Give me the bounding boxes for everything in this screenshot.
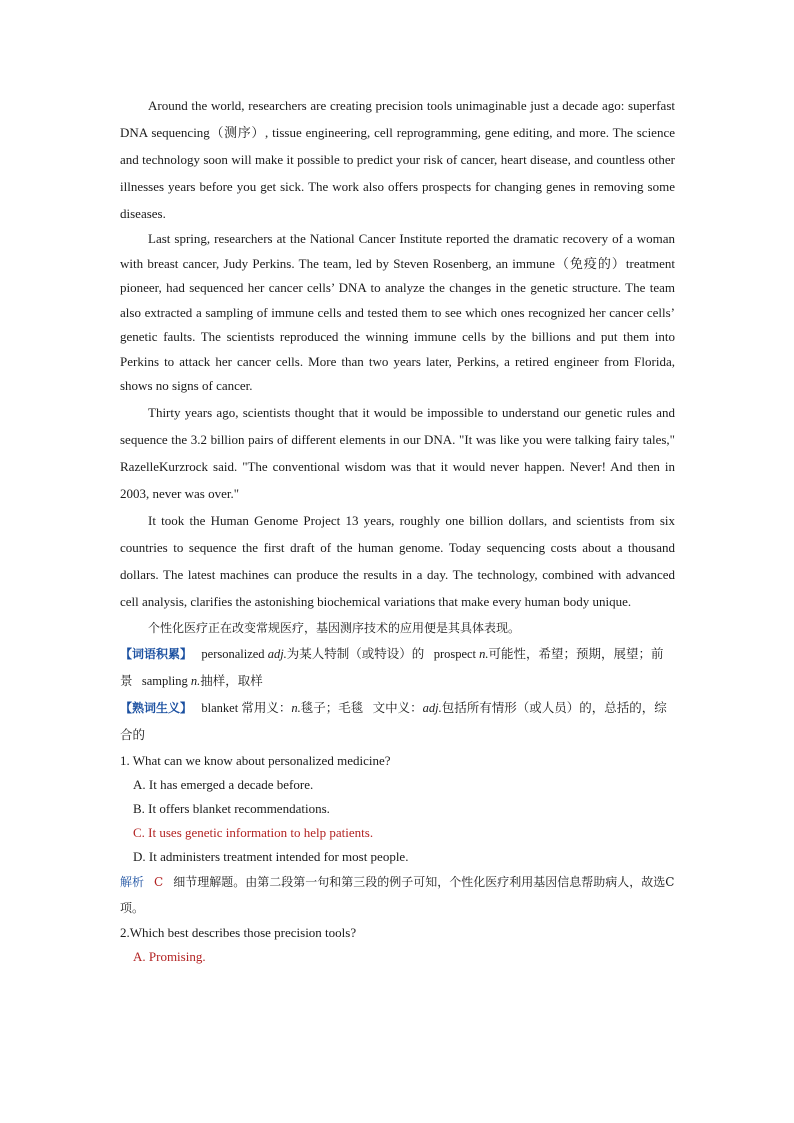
shuci-common-pos: n. [291,700,301,715]
question-2-stem: 2.Which best describes those precision tools? [120,924,357,940]
vocab-def-2: 可能性，希望；预期，展望；前景 [120,646,664,688]
vocab-pos-1: adj. [267,646,287,661]
shuci-context-def: 包括所有情形（或人员）的，总括的，综合的 [120,700,667,742]
passage-paragraph-1: Around the world, researchers are creating precision tools unimaginable just a decade ago: superfast DNA sequencing（测序）, tissue engineering, cell reprogramming, gene editing, and more. The science and technology soon will make it possible to predict your risk of cancer, heart disease, and countless other illnesses years before you get sick. The work also offers prospects for changing genes in removing some diseases. [120,98,675,221]
vocab-word-2: prospect [433,646,477,661]
vocab-word-1: personalized [201,646,265,661]
shuci-common-label: 常用义： [241,700,292,715]
analysis-1 [120,869,675,921]
question-1-option-a: A. It has emerged a decade before. [133,776,314,792]
question-1-option-b: B. It offers blanket recommendations. [133,800,330,816]
vocab-def-3: 抽样，取样 [200,673,263,688]
shuci-tag: 【熟词生义】 [120,700,193,715]
question-2-option-a: A. Promising. [133,948,206,964]
shuci-context-label: 文中义： [372,700,423,715]
vocab-pos-2: n. [479,646,489,661]
question-1-stem: 1. What can we know about personalized medicine? [120,752,391,768]
passage-paragraph-2: Last spring, researchers at the National Cancer Institute reported the dramatic recovery of a woman with breast cancer, Judy Perkins. The team, led by Steven Rosenberg, an immune（免疫的）treatment pioneer, had sequenced her cancer cells’ DNA to analyze the changes in the genetic structure. The team also extracted a sampling of immune cells and tested them to see which ones recognized her cancer cells’ genetic faults. The scientists reproduced the winning immune cells by the billions and put them into Perkins to attack her cancer cells. More than two years later, Perkins, a retired engineer from Florida, shows no signs of cancer. [120,231,675,393]
shuci-context-pos: adj. [422,700,442,715]
analysis-answer: C [154,874,164,889]
vocab-section [120,641,675,695]
vocab-tag: 【词语积累】 [120,646,193,661]
document-page [120,92,675,969]
vocab-pos-3: n. [190,673,201,688]
question-1-option-d: D. It administers treatment intended for most people. [133,848,409,864]
analysis-text: 细节理解题。由第二段第一句和第三段的例子可知，个性化医疗利用基因信息帮助病人，故选C项。 [120,874,675,915]
question-1-option-c-correct: C. It uses genetic information to help patients. [133,824,374,840]
shuci-section [120,695,675,749]
shuci-word: blanket [201,700,239,715]
vocab-def-1: 为某人特制（或特设）的 [286,646,425,661]
passage-paragraph-4: It took the Human Genome Project 13 years, roughly one billion dollars, and scientists from six countries to sequence the first draft of the human genome. Today sequencing costs about a thousand dollars. The latest machines can produce the results in a day. The technology, combined with advanced cell analysis, clarifies the astonishing biochemical variations that make every human body unique. [120,512,675,609]
passage-paragraph-3: Thirty years ago, scientists thought that it would be impossible to understand our genetic rules and sequence the 3.2 billion pairs of different elements in our DNA. "It was like you were talking fairy tales," RazelleKurzrock said. "The conventional wisdom was that it would never happen. Never! And then in 2003, never was over." [120,404,675,501]
vocab-word-3: sampling [141,673,188,688]
analysis-label: 解析 [120,874,145,889]
shuci-common-def: 毯子；毛毯 [300,700,364,715]
passage-summary: 个性化医疗正在改变常规医疗，基因测序技术的应用便是其具体表现。 [148,620,521,635]
